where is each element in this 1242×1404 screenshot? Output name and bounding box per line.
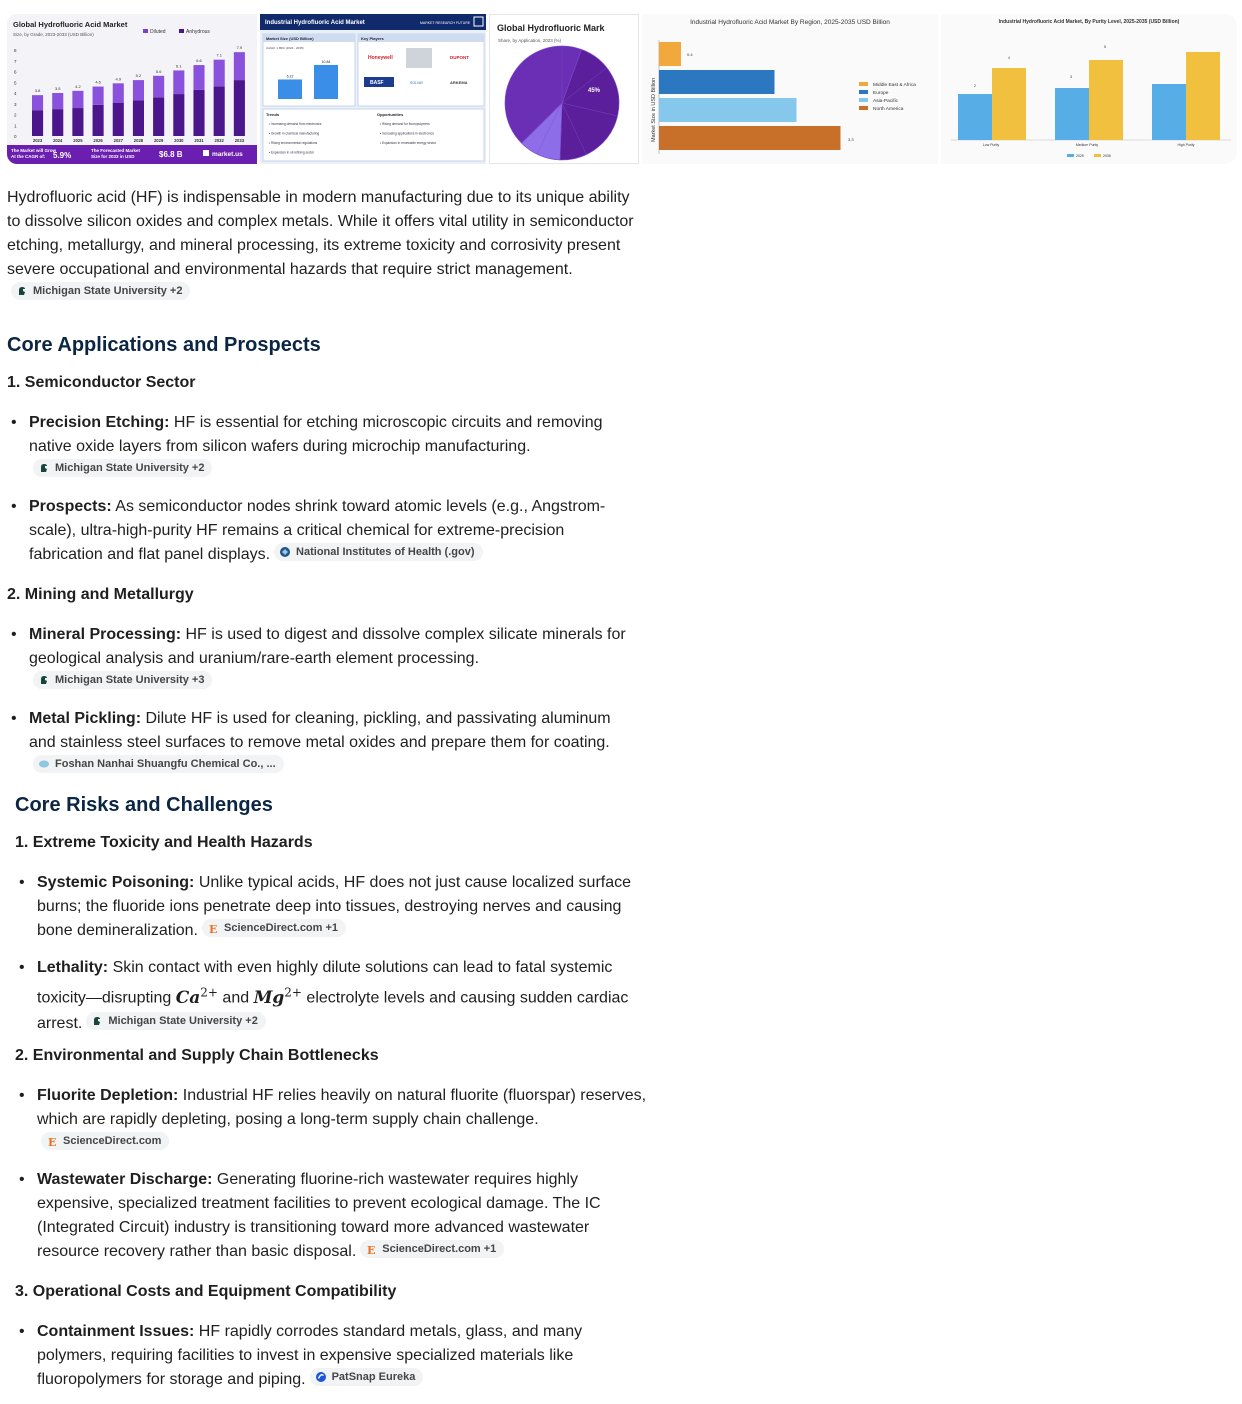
bar-anhydrous (193, 90, 204, 136)
magnesium-ion: $Mg^{2+}$ (253, 985, 302, 1008)
foshan-logo-icon (38, 758, 50, 770)
section-applications (7, 332, 652, 358)
trend-item: • Growth in chemical manufacturing (269, 131, 320, 136)
patsnap-logo-icon (315, 1371, 327, 1383)
list-item: • Wastewater Discharge: Generating fluorine-rich wastewater requires highly expensive, specialized treatment facilities to prevent ecological damage. The IC (Integrated Circuit) industry is transitioning toward more advanced wastewater resource recovery rather than basic disposal. E ScienceDirect.com +1 (15, 1168, 655, 1264)
t5-cat-high: High Purity (1177, 143, 1195, 147)
t5-legend-swatch-2035 (1094, 154, 1101, 157)
bar-total-label: 3.5 (54, 86, 61, 91)
t1-subtitle: Size, by Grade, 2023-2033 (USD Billion) (13, 32, 94, 37)
trend-item: • Expansion in oil refining sector (269, 150, 315, 155)
t4-title: Industrial Hydrofluoric Acid Market By Region, 2025-2035 USD Billion (690, 19, 890, 26)
section-risks (15, 792, 660, 818)
x-tick-label: 2030 (174, 138, 184, 143)
intro-text: Hydrofluoric acid (HF) is indispensable in modern manufacturing due to its unique ability to dissolve silicon oxides and complex metals. While it offers vital utility in semiconductor etching, metallurgy, and mineral processing, its extreme toxicity and corrosivity present severe occupational and environmental hazards that require strict management. (7, 189, 634, 278)
operations-list (15, 1320, 605, 1392)
operations-title: 3. Operational Costs and Equipment Compatibility (15, 1283, 397, 1300)
bar-diluted (153, 76, 164, 98)
bar-diluted (93, 87, 104, 105)
list-item: • Precision Etching: HF is essential for etching microscopic circuits and removing native oxide layers from silicon wafers during microchip manufacturing. Michigan State University +2 (7, 411, 627, 483)
t1-brand: market.us (212, 151, 243, 158)
toxicity-list (15, 871, 640, 1036)
chart-market-by-region (642, 14, 938, 164)
x-tick-label: 2026 (93, 138, 103, 143)
legend-label: Middle East & Africa (873, 83, 916, 88)
list-item: • Mineral Processing: HF is used to digest and dissolve complex silicate minerals for geological analysis and uranium/rare-earth element processing. Michigan State University +3 (7, 623, 632, 695)
x-tick-label: 2025 (73, 138, 83, 143)
list-item: • Metal Pickling: Dilute HF is used for cleaning, pickling, and passivating aluminum and stainless steel surfaces to remove metal oxides and prepare them for coating. Foshan Nanhai Shuangfu Chemical Co., ... (7, 707, 632, 779)
bar-total-label: 7.1 (216, 52, 222, 58)
t1-legend-swatch-diluted (143, 29, 148, 33)
toxicity-title: 1. Extreme Toxicity and Health Hazards (15, 834, 313, 851)
y-tick-label: 2 (14, 112, 17, 118)
bar-total-label: 4.2 (75, 83, 81, 89)
svg-text:E: E (48, 1136, 57, 1147)
t2-player-basf: BASF (370, 80, 384, 86)
list-item: • Fluorite Depletion: Industrial HF relies heavily on natural fluorite (fluorspar) reserves, which are rapidly depleting, posing a long-term supply chain challenge. E ScienceDirect.com (15, 1084, 655, 1156)
bar-total-label: 3.8 (34, 88, 41, 94)
bar-total-label: 4.9 (115, 76, 122, 82)
bar-region (659, 42, 681, 66)
bar-anhydrous (72, 108, 83, 136)
x-tick-label: 2031 (194, 138, 204, 143)
calcium-ion: $Ca^{2+}$ (175, 985, 218, 1008)
x-tick-label: 2032 (214, 138, 224, 143)
msu-logo-icon (91, 1015, 103, 1027)
bar-purity (1055, 88, 1089, 140)
thumbnail-market-by-purity[interactable] (941, 14, 1237, 164)
t1-footer-cagr-label: At the CAGR of: (11, 154, 46, 159)
t2-panel-players (358, 34, 484, 106)
t2-title: Industrial Hydrofluoric Acid Market (265, 20, 365, 26)
t1-cagr: 5.9% (53, 151, 72, 160)
y-tick-label: 3 (14, 101, 17, 107)
t5-title: Industrial Hydrofluoric Acid Market, By Purity Level, 2025-2035 (USD Billion) (998, 19, 1180, 25)
t5-label-2: 4 (1008, 56, 1010, 60)
bar-diluted (52, 93, 63, 109)
y-tick-label: 6 (14, 69, 17, 75)
subsection-semiconductor (7, 372, 652, 394)
bar-diluted (173, 70, 184, 94)
bar-anhydrous (214, 87, 225, 136)
bar-purity (1089, 60, 1123, 140)
bar-purity (1186, 52, 1220, 140)
t1-legend-swatch-anhydrous (179, 29, 184, 33)
t2-panel-size (263, 34, 355, 106)
x-tick-label: 2028 (133, 138, 144, 143)
environment-list (15, 1084, 655, 1264)
subsection-mining (7, 584, 652, 606)
semiconductor-title: 1. Semiconductor Sector (7, 374, 196, 391)
t1-legend-anhydrous: Anhydrous (186, 29, 210, 35)
intro-paragraph (7, 186, 652, 306)
image-strip (7, 14, 1237, 164)
bar-anhydrous (133, 101, 144, 136)
bar-diluted (234, 52, 245, 80)
t1-footer-forecast-1: The Forecasted Market (91, 148, 141, 153)
t1-footer-grow: The Market will Grow (11, 148, 57, 153)
mining-list (7, 623, 632, 779)
subsection-toxicity (15, 832, 660, 854)
t2-opps-title: Opportunities (377, 112, 404, 117)
t5-label-1: 2 (974, 84, 976, 88)
subsection-operations (15, 1281, 660, 1303)
t2-player-honeywell: Honeywell (368, 55, 393, 61)
thumbnail-share-by-application[interactable] (489, 14, 639, 164)
bar-region (659, 70, 775, 94)
t2-panel1-title: Market Size (USD Billion) (266, 36, 314, 41)
source-chip-msu[interactable]: Michigan State University +2 (33, 459, 212, 477)
bar-anhydrous (52, 109, 63, 136)
bar-diluted (32, 95, 43, 110)
t2-player-solvay: SOLVAY (410, 81, 424, 85)
y-tick-label: 0 (14, 134, 17, 139)
bar-purity (992, 68, 1026, 140)
t2-player-arkema: ARKEMA (450, 80, 468, 85)
list-item: • Prospects: As semiconductor nodes shrink toward atomic levels (e.g., Angstrom-scale), ultra-high-purity HF remains a critical chemical for extreme-precision fabrication and flat panel displays. National Institutes of Health (.gov) (7, 495, 627, 567)
legend-swatch (859, 106, 868, 110)
trend-item: • Increasing demand from electronics (269, 122, 322, 126)
nih-logo-icon (279, 546, 291, 558)
chart-market-by-grade (7, 14, 257, 164)
legend-swatch (859, 82, 868, 86)
bar-anhydrous (173, 94, 184, 136)
y-tick-label: 8 (14, 48, 17, 53)
t4-ylabel: Market Size in USD Billion (651, 77, 657, 142)
t3-subtitle: Share, by Application, 2023 (%) (498, 38, 562, 43)
subsection-environment (15, 1045, 660, 1067)
t5-cat-medium: Medium Purity (1075, 143, 1099, 147)
semiconductor-list (7, 411, 627, 567)
sciencedirect-logo-icon (365, 1243, 377, 1255)
source-chip-sciencedirect[interactable]: E ScienceDirect.com +1 (360, 1240, 504, 1258)
sciencedirect-logo-icon (207, 922, 219, 934)
thumbnail-market-by-region[interactable] (642, 14, 938, 164)
t2-player-photo (406, 48, 432, 68)
opportunity-item: • Rising demand for fluoropolymers (380, 122, 430, 126)
source-chip-sciencedirect[interactable]: E ScienceDirect.com (41, 1132, 169, 1150)
t2-cagr-line: CAGR: 1.89% (2024 - 2035) (266, 46, 304, 50)
t5-cat-low: Low Purity (982, 143, 1000, 147)
sciencedirect-logo-icon (46, 1135, 58, 1147)
t2-player-dupont: DUPONT (450, 55, 469, 60)
t5-label-4: 5 (1104, 45, 1106, 49)
source-chip-msu[interactable]: Michigan State University +2 (86, 1012, 265, 1030)
t4-label-mea: 0.4 (687, 52, 693, 57)
environment-title: 2. Environmental and Supply Chain Bottlenecks (15, 1047, 379, 1064)
t4-label-na: 3.3 (848, 137, 854, 142)
chart-market-by-purity (941, 14, 1237, 164)
bar-market-size (314, 65, 338, 99)
bar-purity (1152, 84, 1186, 140)
source-chip-foshan[interactable]: Foshan Nanhai Shuangfu Chemical Co., ... (33, 755, 284, 773)
y-tick-label: 4 (14, 91, 17, 96)
bar-anhydrous (113, 103, 124, 136)
bar-diluted (113, 83, 124, 102)
y-tick-label: 7 (14, 58, 17, 64)
x-tick-label: 2029 (153, 138, 164, 143)
bar-total-label: 7.9 (236, 45, 243, 51)
opportunity-item: • Expansion in renewable energy sector (380, 141, 437, 145)
x-tick-label: 2024 (53, 138, 63, 143)
source-chip-msu[interactable]: Michigan State University +3 (33, 671, 212, 689)
list-item: • Systemic Poisoning: Unlike typical acids, HF does not just cause localized surface burns; the fluoride ions penetrate deep into tissues, destroying nerves and causing bone demineralization. E ScienceDirect.com +1 (15, 871, 640, 943)
bar-total-label: 4.6 (95, 79, 101, 85)
opportunity-item: • Increasing applications in electronics (380, 131, 434, 136)
legend-swatch (859, 98, 868, 102)
bar-total-label: 6.1 (176, 63, 182, 69)
bar-anhydrous (32, 110, 43, 136)
source-chip-sciencedirect[interactable]: E ScienceDirect.com +1 (202, 919, 346, 937)
legend-label: North America (873, 107, 904, 112)
bar-anhydrous (153, 97, 164, 136)
msu-logo-icon (38, 674, 50, 686)
bar-diluted (133, 80, 144, 100)
mining-title: 2. Mining and Metallurgy (7, 586, 194, 603)
t1-footer-forecast-2: Size for 2033 in USD (91, 154, 135, 159)
t1-brand-logo (203, 150, 209, 156)
bar-label: 10.84 (321, 59, 331, 64)
y-tick-label: 5 (14, 80, 17, 86)
bar-anhydrous (93, 105, 104, 136)
source-chip-patsnap[interactable]: PatSnap Eureka (310, 1368, 424, 1386)
bar-purity (958, 94, 992, 140)
risks-heading: Core Risks and Challenges (15, 794, 273, 816)
t5-label-3: 3 (1070, 75, 1072, 79)
msu-logo-icon (38, 462, 50, 474)
t1-forecast: $6.8 B (159, 150, 183, 159)
list-item: • Lethality: Skin contact with even highly dilute solutions can lead to fatal systemic toxicity—disrupting $Ca^{2+}$ and $Mg^{2+}$ electrolyte levels and causing sudden cardiac arrest. Michigan State University +2 (15, 955, 640, 1036)
legend-label: Asia-Pacific (873, 99, 899, 104)
legend-label: Europe (873, 91, 889, 96)
list-item: • Containment Issues: HF rapidly corrodes standard metals, glass, and many polymers, requiring facilities to invest in expensive specialized materials like fluoropolymers for storage and piping. PatSnap Eureka (15, 1320, 605, 1392)
t2-panel2-title: Key Players (361, 36, 384, 41)
svg-text:E: E (209, 923, 218, 934)
legend-swatch (859, 90, 868, 94)
source-chip-nih[interactable]: National Institutes of Health (.gov) (274, 543, 482, 561)
t3-title: Global Hydrofluoric Mark (497, 23, 605, 33)
bar-diluted (193, 65, 204, 90)
applications-heading: Core Applications and Prospects (7, 334, 321, 356)
bar-anhydrous (234, 80, 245, 136)
bar-label: 6.22 (286, 74, 294, 79)
thumbnail-market-by-grade[interactable] (7, 14, 257, 164)
bar-market-size (278, 79, 302, 99)
chart-share-by-application (490, 15, 639, 164)
thumbnail-industrial-market-infographic[interactable] (260, 14, 486, 164)
chart-industrial-infographic (260, 14, 486, 164)
t5-legend-2025: 2025 (1076, 154, 1084, 158)
svg-text:E: E (367, 1244, 376, 1255)
bar-region (659, 126, 841, 150)
y-tick-label: 1 (14, 123, 17, 129)
msu-logo-icon (16, 285, 28, 297)
bar-region (659, 98, 797, 122)
source-chip-msu[interactable]: Michigan State University +2 (11, 282, 190, 300)
trend-item: • Rising environmental regulations (269, 141, 318, 145)
x-tick-label: 2027 (113, 138, 123, 143)
bar-total-label: 5.2 (135, 73, 142, 79)
t1-title: Global Hydrofluoric Acid Market (13, 20, 128, 29)
bar-diluted (214, 60, 225, 87)
bar-total-label: 5.6 (155, 68, 162, 74)
x-tick-label: 2033 (234, 138, 245, 143)
t2-trends-title: Trends (266, 112, 280, 117)
t1-legend-diluted: Diluted (150, 29, 166, 35)
x-tick-label: 2023 (32, 138, 43, 143)
t5-legend-2035: 2035 (1103, 154, 1111, 158)
t3-pct-label: 45% (588, 88, 601, 94)
t2-brand: MARKET RESEARCH FUTURE (420, 21, 471, 25)
t5-legend-swatch-2025 (1067, 154, 1074, 157)
bar-diluted (72, 91, 83, 108)
bar-total-label: 6.6 (196, 58, 202, 64)
